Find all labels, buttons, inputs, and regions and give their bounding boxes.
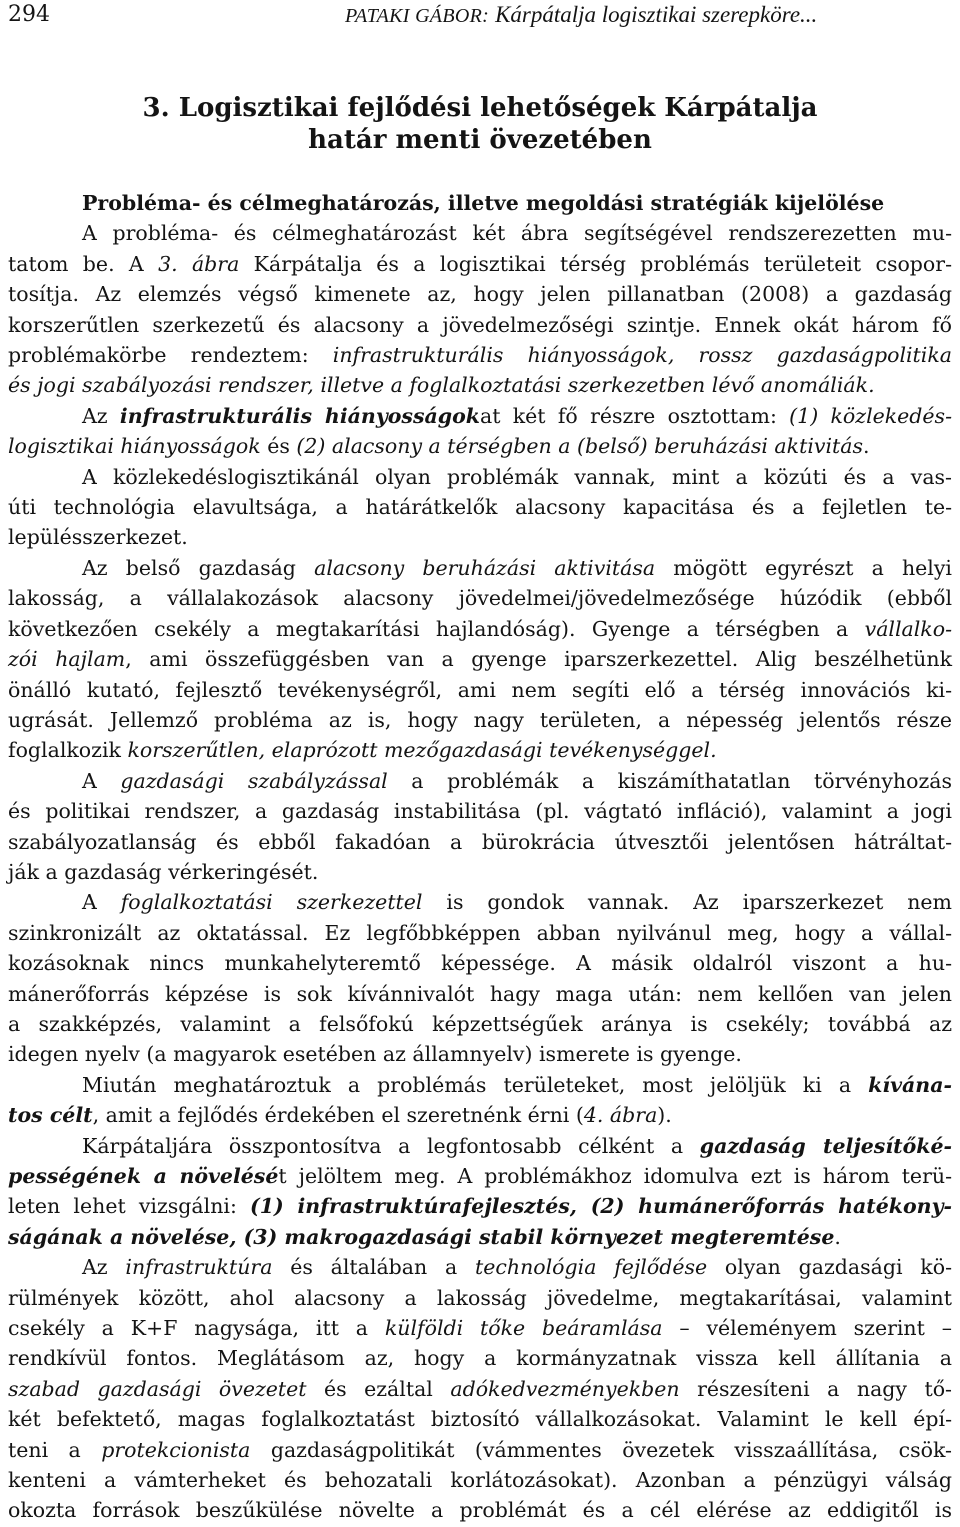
- paragraph: [8, 462, 952, 553]
- text-line: [8, 1131, 952, 1161]
- body-text: [8, 188, 952, 1526]
- text-run: .: [834, 1224, 841, 1249]
- text-run: és politikai rendszer, a gazdaság instabilitása (pl. vágtató infláció), valamint a jogi: [8, 799, 952, 824]
- text-line: [8, 583, 952, 613]
- paragraph: [8, 1070, 952, 1131]
- text-line: [8, 705, 952, 735]
- text-line: [8, 857, 952, 887]
- text-line: [8, 218, 952, 248]
- text-run: és ezáltal: [306, 1376, 451, 1401]
- text-line: [8, 887, 952, 917]
- italic-text: adókedvezményekben: [450, 1376, 680, 1401]
- text-run: Az belső gazdaság: [82, 555, 315, 580]
- text-run: okozta források beszűkülése növelte a problémát és a cél elérése az eddigitől is: [8, 1498, 952, 1523]
- text-line: [8, 492, 952, 522]
- italic-text: külföldi tőke beáramlása: [384, 1316, 663, 1341]
- text-run: szabályozatlanság és ebből fakadóan a bürokrácia útvesztői jelentősen hátráltat-: [8, 829, 952, 854]
- text-run: részesíteni a nagy tő-: [679, 1376, 952, 1401]
- text-line: [8, 370, 952, 400]
- text-line: [8, 766, 952, 796]
- text-run: szinkronizált az oktatással. Ez legfőbbképpen abban nyilvánul meg, hogy a vállal-: [8, 920, 952, 945]
- paragraph: [8, 401, 952, 462]
- running-title-text: Kárpátalja logisztikai szerepköre...: [495, 2, 818, 27]
- text-line: [8, 1222, 952, 1252]
- bold-italic-text: ságának a növelése, (3) makrogazdasági stabil környezet megteremtése: [8, 1224, 835, 1249]
- text-run: mögött egyrészt a helyi: [655, 555, 952, 580]
- text-run: csekély a K+F nagysága, itt a: [8, 1316, 385, 1341]
- text-line: [8, 644, 952, 674]
- italic-text: infrastrukturális hiányosságok, rossz gazdaságpolitika: [332, 343, 952, 368]
- italic-text: 3. ábra: [158, 251, 240, 276]
- section-title: [0, 92, 960, 156]
- text-run: Kárpátalja és a logisztikai térség problémás területeit csopor-: [239, 251, 952, 276]
- text-line: [8, 918, 952, 948]
- running-title-author: PATAKI GÁBOR:: [345, 5, 490, 27]
- text-run: ).: [657, 1103, 672, 1128]
- text-run: teni a: [8, 1437, 102, 1462]
- text-run: kozásoknak nincs munkahelyteremtő képessége. A másik oldalról viszont a hu-: [8, 951, 952, 976]
- text-run: A probléma- és célmeghatározást két ábra segítségével rendszerezetten mu-: [82, 221, 952, 246]
- section-title-line: 3. Logisztikai fejlődési lehetőségek Kárpátalja: [142, 93, 818, 123]
- italic-text: korszerűtlen, elaprózott mezőgazdasági tevékenységgel.: [127, 738, 717, 763]
- text-run: kenteni a vámterheket és behozatali korlátozásokat). Azonban a pénzügyi válság: [8, 1468, 952, 1493]
- italic-text: gazdasági szabályzással: [120, 768, 388, 793]
- text-line: [8, 1343, 952, 1373]
- italic-text: alacsony beruházási aktivitása: [314, 555, 656, 580]
- text-run: rendkívül fontos. Meglátásom az, hogy a kormányzatnak vissza kell állítania a: [8, 1346, 952, 1371]
- paragraph: [8, 553, 952, 766]
- text-run: rülmények között, ahol alacsony a lakosság jövedelme, megtakarításai, valamint: [8, 1285, 952, 1310]
- text-line: [8, 340, 952, 370]
- text-run: problémakörbe rendeztem:: [8, 343, 333, 368]
- page-number: 294: [8, 2, 50, 27]
- paragraph: [8, 1252, 952, 1526]
- text-run: Az: [82, 1255, 126, 1280]
- italic-text: (2) alacsony a térségben a (belső) beruházási aktivitás: [296, 434, 863, 459]
- text-run: A közlekedéslogisztikánál olyan problémák vannak, mint a közúti és a vas-: [82, 464, 952, 489]
- text-run: , ami összefüggésben van a gyenge iparszerkezettel. Alig beszélhetünk: [125, 647, 953, 672]
- text-line: [8, 522, 952, 552]
- text-run: ugrását. Jellemző probléma az is, hogy nagy területen, a népesség jelentős része: [8, 707, 952, 732]
- text-line: [8, 279, 952, 309]
- text-line: [8, 401, 952, 431]
- text-line: [8, 431, 952, 461]
- paragraph: [8, 766, 952, 888]
- text-run: t jelöltem meg. A problémákhoz idomulva ezt is három terü-: [278, 1164, 952, 1188]
- text-run: Kárpátaljára összpontosítva a legfontosabb célként a: [82, 1133, 700, 1158]
- text-line: [8, 1374, 952, 1404]
- bold-italic-text: gazdaság teljesítőké-: [699, 1133, 952, 1158]
- text-line: [8, 796, 952, 826]
- text-line: [8, 1100, 952, 1130]
- italic-text: technológia fejlődése: [475, 1255, 708, 1280]
- text-run: gazdaságpolitikát (vámmentes övezetek visszaállítása, csök-: [250, 1437, 952, 1462]
- italic-text: infrastruktúra: [125, 1255, 273, 1280]
- text-line: [8, 614, 952, 644]
- text-line: [8, 1070, 952, 1100]
- text-run: at két fő részre osztottam:: [479, 403, 790, 428]
- text-line: [8, 827, 952, 857]
- text-run: és: [260, 434, 297, 459]
- italic-text: szabad gazdasági övezetet: [8, 1376, 307, 1401]
- text-run: úti technológia elavultsága, a határátkelők alacsony kapacitása és a fejletlen te-: [8, 495, 952, 520]
- text-run: A: [82, 768, 121, 793]
- text-line: [8, 1313, 952, 1343]
- italic-text: és jogi szabályozási rendszer, illetve a foglalkoztatási szerkezetben lévő anomáliák.: [8, 373, 875, 398]
- text-line: [8, 310, 952, 340]
- text-run: mánerőforrás képzése is sok kívánnivalót hagy maga után: nem kellően van jelen: [8, 981, 952, 1006]
- text-line: [8, 1283, 952, 1313]
- italic-text: vállalko-: [864, 616, 952, 641]
- paragraph: [8, 218, 952, 400]
- text-line: [8, 979, 952, 1009]
- text-run: korszerűtlen szerkezetű és alacsony a jövedelmezőségi szintje. Ennek okát három fő: [8, 312, 952, 337]
- text-run: – véleményem szerint –: [662, 1316, 952, 1341]
- text-line: [8, 675, 952, 705]
- text-line: [8, 1495, 952, 1525]
- text-run: leten lehet vizsgálni:: [8, 1194, 251, 1219]
- text-run: lakosság, a vállalakozások alacsony jövedelmei/jövedelmezősége húzódik (ebből: [8, 586, 952, 611]
- text-run: tatom be. A: [8, 251, 159, 276]
- paragraph: [8, 887, 952, 1069]
- text-run: idegen nyelv (a magyarok esetében az államnyelv) ismerete is gyenge.: [8, 1042, 742, 1067]
- text-run: foglalkozik: [8, 738, 128, 763]
- text-run: is gondok vannak. Az iparszerkezet nem: [422, 890, 952, 915]
- running-header: [0, 0, 960, 30]
- bold-italic-text: kívána-: [868, 1072, 952, 1097]
- italic-text: foglalkoztatási szerkezettel: [120, 890, 423, 915]
- text-run: Az: [82, 403, 120, 428]
- italic-text: 4. ábra: [583, 1103, 658, 1128]
- text-run: , amit a fejlődés érdekében el szeretnénk érni (: [92, 1103, 584, 1128]
- italic-text: (1) közlekedés-: [789, 403, 953, 428]
- text-line: [8, 188, 952, 218]
- text-line: [8, 948, 952, 978]
- text-run: .: [863, 434, 870, 459]
- text-run: a szakképzés, valamint a felsőfokú képzettségűek aránya is csekély; továbbá az: [8, 1011, 952, 1036]
- text-run: ják a gazdaság vérkeringését.: [8, 859, 319, 884]
- text-run: a problémák a kiszámíthatatlan törvényhozás: [387, 768, 952, 793]
- text-line: [8, 1039, 952, 1069]
- text-line: [8, 735, 952, 765]
- text-line: [8, 462, 952, 492]
- bold-text: Probléma- és célmeghatározás, illetve megoldási stratégiák kijelölése: [82, 191, 885, 215]
- running-title: [345, 0, 817, 31]
- text-line: [8, 1404, 952, 1434]
- bold-italic-text: (1) infrastruktúrafejlesztés, (2) humánerőforrás hatékony-: [250, 1194, 952, 1219]
- text-run: két befektető, magas foglalkoztatást biztosító vállalkozásokat. Valamint le kell épí-: [8, 1407, 952, 1432]
- text-line: [8, 1009, 952, 1039]
- subheading: [8, 188, 952, 218]
- italic-text: zói hajlam: [8, 647, 126, 672]
- text-line: [8, 1161, 952, 1191]
- bold-italic-text: infrastrukturális hiányosságok: [119, 403, 480, 428]
- text-line: [8, 249, 952, 279]
- section-title-line: határ menti övezetében: [308, 125, 652, 155]
- text-run: Miután meghatároztuk a problémás területeket, most jelöljük ki a: [82, 1072, 869, 1097]
- bold-italic-text: tos célt: [8, 1103, 93, 1128]
- text-line: [8, 1465, 952, 1495]
- text-run: A: [82, 890, 121, 915]
- text-line: [8, 553, 952, 583]
- text-run: tosítja. Az elemzés végső kimenete az, hogy jelen pillanatban (2008) a gazdaság: [8, 282, 952, 307]
- text-run: és általában a: [272, 1255, 476, 1280]
- italic-text: protekcionista: [101, 1437, 251, 1462]
- text-run: olyan gazdasági kö-: [707, 1255, 952, 1280]
- text-line: [8, 1191, 952, 1221]
- text-run: következően csekély a megtakarítási hajlandóság). Gyenge a térségben a: [8, 616, 865, 641]
- italic-text: logisztikai hiányosságok: [8, 434, 261, 459]
- text-run: lepülésszerkezet.: [8, 525, 188, 550]
- paragraph: [8, 1131, 952, 1253]
- text-run: önálló kutató, fejlesztő tevékenységről, ami nem segíti elő a térség innovációs ki-: [8, 677, 952, 702]
- text-line: [8, 1435, 952, 1465]
- bold-italic-text: pességének a növelésé: [8, 1164, 279, 1188]
- text-line: [8, 1252, 952, 1282]
